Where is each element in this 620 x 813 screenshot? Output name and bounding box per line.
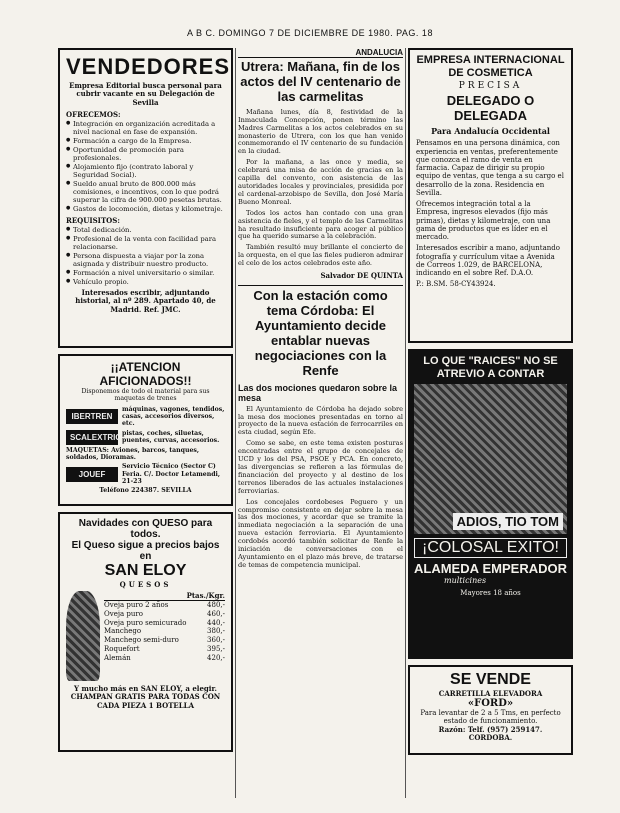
ham-image	[66, 591, 100, 681]
ofrecemos-list	[66, 120, 225, 213]
queso-ad	[58, 512, 233, 752]
price-row: Oveja puro 460,-	[104, 609, 225, 618]
article1-paragraph: Todos los actos han contado con una gran asistencia de fieles, y el templo de las Carmelitas ha resultado insuficiente para acoger al público que ha querido sumarse a la celebración.	[238, 208, 403, 241]
cosmetica-body: Pensamos en una persona dinámica, con experiencia en ventas, preferentemente que conozca el ramo de venta en farmacia. Capaz de dirigir su propio equipo de ventas, que tenga a su cargo el desarrollo de la zona. Residencia en Sevilla.	[416, 139, 564, 197]
brand-text: máquinas, vagones, tendidos, casas, accesorios diversos, etc.	[122, 405, 225, 428]
queso-title: Navidades con QUESO para todos.	[78, 518, 213, 540]
queso-line2: El Queso sigue a precios bajos en	[71, 540, 220, 562]
sevende-line2: Para levantar de 2 a 5 Tms, en perfecto estado de funcionamiento.	[420, 709, 561, 726]
price-row: Alemán 420,-	[104, 653, 225, 662]
maquetas-text: MAQUETAS: Aviones, barcos, tanques, soldados, Dioramas.	[66, 446, 200, 461]
article1-headline: Utrera: Mañana, fin de los actos del IV centenario de las carmelitas	[240, 59, 401, 104]
store-sub: QUESOS	[119, 580, 172, 589]
list-item: ● Profesional de la venta con facilidad para relacionarse.	[66, 235, 225, 251]
price-header: Ptas./Kgr.	[104, 591, 225, 601]
sevende-ad	[408, 665, 573, 755]
sevende-contact: Razón: Telf. (957) 259147. CORDOBA.	[438, 724, 543, 742]
price-row: Manchego 380,-	[104, 627, 225, 636]
film-cinemas	[414, 561, 567, 576]
cinema-emperador: EMPERADOR	[482, 561, 567, 577]
cosmetica-title: EMPRESA INTERNACIONAL DE COSMETICA	[416, 54, 565, 79]
left-column	[58, 48, 233, 758]
cosmetica-role: DELEGADO O DELEGADA	[446, 93, 535, 124]
middle-column	[238, 48, 403, 573]
list-item: ● Vehículo propio.	[66, 278, 225, 286]
aficionados-phone: Teléfono 224387. SEVILLA	[99, 487, 192, 495]
film-top: LO QUE "RAICES" NO SE ATREVIO A CONTAR	[423, 355, 558, 380]
list-item: ● Gastos de locomoción, dietas y kilometraje.	[66, 205, 225, 213]
cosmetica-ad	[408, 48, 573, 343]
requisitos-list	[66, 226, 225, 286]
price-row: Oveja puro 2 años 480,-	[104, 601, 225, 609]
article2-headline: Con la estación como tema Córdoba: El Ayuntamiento decide entablar nuevas negociaciones con la Renfe	[253, 288, 388, 378]
list-item: ● Alojamiento fijo (contrato laboral y Seguridad Social).	[66, 163, 225, 179]
column-rule	[405, 48, 406, 798]
section-tag: ANDALUCIA	[238, 48, 403, 58]
list-item: ● Formación a nivel universitario o similar.	[66, 269, 225, 277]
cinema-alameda: ALAMEDA	[414, 561, 479, 577]
article2-paragraph: El Ayuntamiento de Córdoba ha dejado sobre la mesa dos mociones presentadas en torno al proyecto de la nueva estación de ferrocarriles en esta ciudad, según Efe.	[238, 404, 403, 437]
requisitos-label: REQUISITOS:	[66, 215, 120, 225]
jouef-logo: JOUEF	[66, 467, 118, 482]
list-item: ● Formación a cargo de la Empresa.	[66, 137, 225, 145]
list-item: ● Persona dispuesta a viajar por la zona asignada y distribuir nuestro producto.	[66, 252, 225, 268]
brand-row	[66, 463, 225, 485]
aficionados-title: ¡¡ATENCION AFICIONADOS!!	[99, 360, 192, 388]
vendedores-title: VENDEDORES	[66, 54, 231, 79]
page-header: A B C. DOMINGO 7 DE DICIEMBRE DE 1980. PAG. 18	[187, 28, 433, 38]
price-row: Oveja puro semicurado 440,-	[104, 618, 225, 627]
aficionados-ad	[58, 354, 233, 506]
sevende-title: SE VENDE	[450, 671, 531, 688]
price-row: Roquefort 395,-	[104, 644, 225, 653]
queso-footer1: Y mucho más en SAN ELOY, a elegir.	[74, 684, 217, 693]
right-column	[408, 48, 573, 761]
list-item: ● Integración en organización acreditada a nivel nacional en fase de expansión.	[66, 120, 225, 136]
film-mayores: Mayores 18 años	[460, 589, 521, 598]
brand-text: Servicio Técnico (Sector C) Feria. C/. Doctor Letamendi, 21-23	[122, 463, 221, 485]
list-item: ● Sueldo anual bruto de 800.000 más comisiones, e incentivos, con lo que podrá superar la cifra de 900.000 pesetas brutas.	[66, 180, 225, 204]
article1-paragraph: Mañana lunes, día 8, festividad de la Inmaculada Concepción, ponen término las Madres Carmelitas a los actos celebrados en su monasterio de Utrera, con los que han venido conmemorando el IV centenario de su fundación en la ciudad.	[238, 107, 403, 156]
aficionados-subtitle: Disponemos de todo el material para sus maquetas de trenes	[81, 388, 210, 403]
cosmetica-body: Ofrecemos integración total a la Empresa, ingresos elevados (fijo más primas), dietas y kilometraje, con una gama de productos que es líder en el mercado.	[416, 200, 551, 242]
vendedores-intro: Empresa Editorial busca personal para cubrir vacante en su Delegación de Sevilla	[69, 81, 222, 107]
brand-row	[66, 406, 225, 428]
article1-signature: Salvador DE QUINTA	[320, 271, 403, 281]
film-ad	[408, 349, 573, 659]
film-colosal: ¡COLOSAL EXITO!	[414, 538, 567, 558]
sevende-line1: CARRETILLA ELEVADORA	[438, 689, 543, 698]
article2-paragraph: Como se sabe, en este tema existen posturas encontradas entre el grupo de concejales de UCD y los del PSA, PSOE y PCA. En concreto, las divergencias se refieren a las fórmulas de financiación del proyecto y al destino de los terrenos liberados de las actuales instalaciones ferroviarias.	[238, 439, 403, 495]
list-item: ● Oportunidad de promoción para profesionales.	[66, 146, 225, 162]
article2-sub: Las dos mociones quedaron sobre la mesa	[238, 382, 398, 403]
article1-paragraph: Por la mañana, a las once y media, se celebrará una misa de acción de gracias en la capilla del convento, con asistencia de las autoridades locales y provinciales, presidida por el cardenal-arzobispo de Sevilla, don José María Bueno Monreal.	[238, 158, 403, 206]
cosmetica-body: Interesados escribir a mano, adjuntando fotografía y currículum vitae a Avenida de Correos 1.029, de BARCELONA, indicando en el sobre Ref. D.A.O.	[416, 244, 560, 278]
brand-text: pistas, coches, siluetas, puentes, curvas, accesorios.	[122, 429, 220, 445]
cosmetica-ref: P.: B.SM. 58-CY43924.	[416, 280, 496, 289]
cosmetica-precisa: PRECISA	[458, 81, 523, 92]
brand-row	[66, 430, 225, 445]
vendedores-footer: Interesados escribir, adjuntando historial, al nº 289. Apartado 40, de Madrid. Ref. JMC.	[75, 288, 216, 314]
list-item: ● Total dedicación.	[66, 226, 225, 234]
sevende-brand: «FORD»	[467, 698, 514, 709]
queso-footer2: CHAMPAN GRATIS PARA TODAS CON CADA PIEZA 1 BOTELLA	[70, 692, 221, 710]
column-rule	[235, 48, 236, 798]
film-poster	[414, 384, 567, 534]
vendedores-ad	[58, 48, 233, 348]
article1-paragraph: También resultó muy brillante el concierto de la orquesta, en el que las fieles pudieron admirar el celo de los actos celebrados este año.	[238, 243, 403, 268]
film-title: ADIOS, TIO TOM	[453, 513, 563, 530]
cosmetica-region: Para Andalucía Occidental	[431, 126, 550, 137]
store-name: SAN ELOY	[104, 562, 187, 579]
article2-paragraph: Los concejales cordobeses Peguero y un compromiso consistente en dejar sobre la mesa las dos mociones, y acordar que se tramite la inmediata negociación a la separación de una nueva estación ferroviaria. El Ayuntamiento cordobés acordó también solicitar de Renfe la iniciación de conversaciones con el Ayuntamiento en el plazo más breve, de tratarse de temas de competencia municipal.	[238, 497, 403, 569]
price-row: Manchego semi-duro 360,-	[104, 636, 225, 644]
ibertren-logo: IBERTREN	[66, 409, 118, 424]
film-multicines: multicines	[444, 576, 487, 586]
ofrecemos-label: OFRECEMOS:	[66, 109, 121, 119]
scalextric-logo: SCALEXTRIC	[66, 430, 118, 445]
